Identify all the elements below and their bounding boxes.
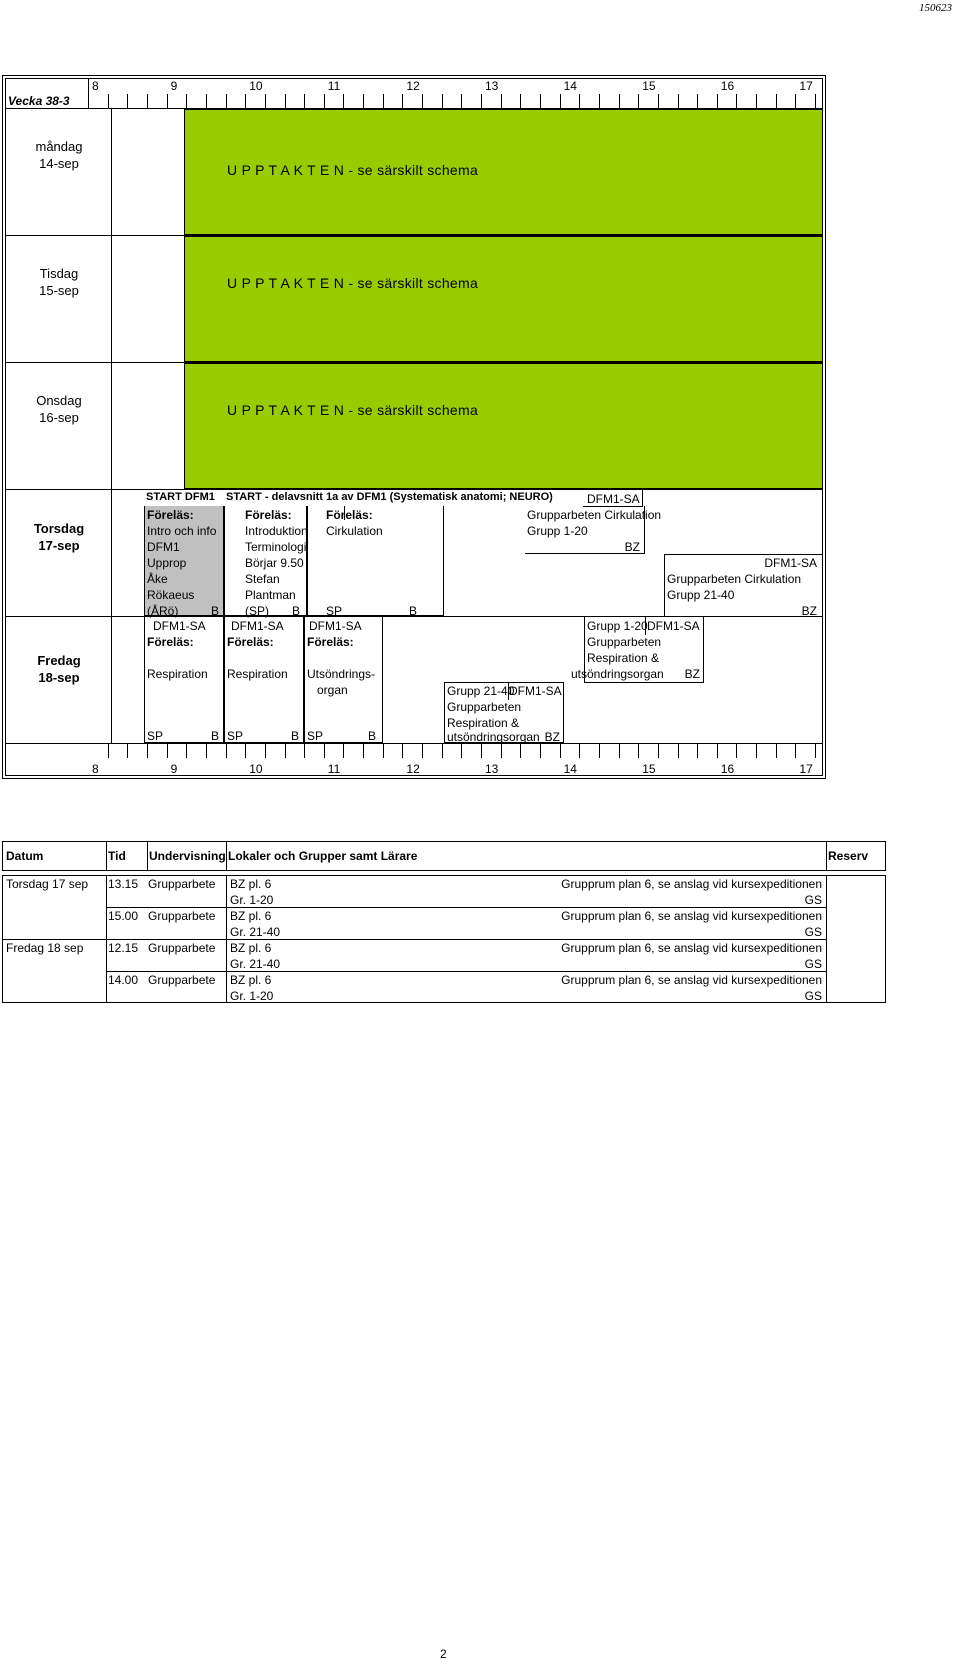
quarter-tick — [363, 744, 364, 758]
row-rum: Grupprum plan 6, se anslag vid kursexpeditionen — [561, 973, 822, 987]
hour-label: 8 — [92, 79, 99, 93]
row-lokal: BZ pl. 6 — [230, 973, 272, 987]
hour-tick — [402, 94, 403, 108]
quarter-tick — [186, 94, 187, 108]
quarter-tick — [736, 94, 737, 108]
col-divider — [826, 841, 827, 871]
quarter-tick — [147, 94, 148, 108]
quarter-tick — [815, 94, 816, 108]
quarter-tick — [501, 94, 502, 108]
hour-label: 10 — [249, 762, 263, 776]
quarter-tick — [343, 744, 344, 758]
quarter-tick — [304, 744, 305, 758]
quarter-tick — [226, 744, 227, 758]
week-label: Vecka 38-3 — [8, 94, 70, 108]
day-label-tuesday: Tisdag 15-sep — [39, 266, 79, 298]
row-undervisning: Grupparbete — [148, 973, 216, 987]
day-label-wednesday: Onsdag 16-sep — [36, 393, 82, 425]
quarter-tick — [206, 744, 207, 758]
hour-label: 12 — [406, 762, 420, 776]
col-divider — [226, 841, 227, 871]
col-header-datum: Datum — [6, 849, 44, 863]
row-lokal: BZ pl. 6 — [230, 941, 272, 955]
day-column-divider — [111, 108, 112, 743]
thu-tick — [344, 506, 345, 520]
quarter-tick — [599, 94, 600, 108]
quarter-tick — [697, 744, 698, 758]
thu-group-21-40: DFM1-SA Grupparbeten Cirkulation Grupp 21-40 BZ — [664, 554, 823, 616]
hour-tick — [795, 94, 796, 108]
quarter-tick — [285, 744, 286, 758]
quarter-tick — [520, 94, 521, 108]
quarter-tick — [599, 744, 600, 758]
upptakten-wednesday: U P P T A K T E N - se särskilt schema — [184, 363, 823, 489]
header-divider — [88, 78, 89, 108]
row-lokal: BZ pl. 6 — [230, 877, 272, 891]
quarter-tick — [697, 94, 698, 108]
col-divider — [147, 841, 148, 871]
day-label-monday: måndag 14-sep — [35, 139, 83, 171]
quarter-tick — [540, 94, 541, 108]
col-header-undervisning: Undervisning — [149, 849, 226, 863]
quarter-tick — [658, 94, 659, 108]
hour-label: 16 — [720, 762, 735, 776]
quarter-tick — [127, 94, 128, 108]
quarter-tick — [678, 94, 679, 108]
quarter-tick — [579, 94, 580, 108]
row-rum: Grupprum plan 6, se anslag vid kursexpeditionen — [561, 941, 822, 955]
quarter-tick — [619, 744, 620, 758]
dfm1-sa-tag-thu: DFM1-SA — [583, 490, 643, 507]
col-divider — [826, 875, 827, 1003]
hour-label: 11 — [327, 79, 341, 93]
page-number: 2 — [440, 1647, 447, 1661]
quarter-tick — [363, 94, 364, 108]
quarter-tick — [343, 94, 344, 108]
fri-g1-divider — [645, 617, 646, 635]
hour-tick — [638, 744, 639, 758]
hour-tick — [481, 744, 482, 758]
day-label-thursday: Torsdag 17-sep — [33, 521, 85, 553]
hour-label: 15 — [642, 762, 656, 776]
day-line — [5, 489, 823, 490]
hour-label: 14 — [563, 762, 577, 776]
quarter-tick — [285, 94, 286, 108]
quarter-tick — [579, 744, 580, 758]
col-header-lokaler: Lokaler och Grupper samt Lärare — [228, 849, 418, 863]
quarter-tick — [265, 94, 266, 108]
hour-tick — [795, 744, 796, 758]
quarter-tick — [776, 744, 777, 758]
document-id: 150623 — [919, 2, 952, 14]
row-date: Fredag 18 sep — [6, 941, 84, 955]
quarter-tick — [658, 744, 659, 758]
hour-tick — [638, 94, 639, 108]
hour-label: 9 — [170, 79, 178, 93]
quarter-tick — [678, 744, 679, 758]
upptakten-monday: U P P T A K T E N - se särskilt schema — [184, 109, 823, 235]
row-time: 15.00 — [108, 909, 139, 923]
row-date: Torsdag 17 sep — [6, 877, 89, 891]
hour-tick — [167, 744, 168, 758]
hour-label: 17 — [799, 79, 813, 93]
quarter-tick — [383, 744, 384, 758]
hour-tick — [324, 744, 325, 758]
quarter-tick — [304, 94, 305, 108]
row-grupp: Gr. 1-20 — [230, 989, 274, 1003]
quarter-tick — [736, 744, 737, 758]
quarter-tick — [186, 744, 187, 758]
hour-label: 13 — [485, 762, 499, 776]
start-delavsnitt: START - delavsnitt 1a av DFM1 (Systematisk anatomi; NEURO) — [226, 491, 553, 503]
hour-tick — [717, 94, 718, 108]
row-larare: GS — [804, 989, 822, 1003]
row-grupp: Gr. 1-20 — [230, 893, 274, 907]
hour-tick — [560, 94, 561, 108]
quarter-tick — [147, 744, 148, 758]
hour-tick — [324, 94, 325, 108]
fri-group-21-40: Grupp 21-40 DFM1-SA Grupparbeten Respiration & utsöndringsorgan BZ — [444, 682, 564, 743]
quarter-tick — [461, 94, 462, 108]
quarter-tick — [422, 744, 423, 758]
quarter-tick — [619, 94, 620, 108]
quarter-tick — [265, 744, 266, 758]
row-grupp: Gr. 21-40 — [230, 925, 281, 939]
start-dfm1: START DFM1 — [146, 491, 215, 503]
thu-lecture-cirkulation: Föreläs: Cirkulation SP B — [307, 506, 444, 616]
quarter-tick — [815, 744, 816, 758]
quarter-tick — [383, 94, 384, 108]
col-header-reserv: Reserv — [828, 849, 869, 863]
fri-lecture-respiration-2: DFM1-SA Föreläs: Respiration SP B — [224, 617, 304, 743]
hour-label: 10 — [249, 79, 263, 93]
quarter-tick — [442, 744, 443, 758]
upptakten-tuesday: U P P T A K T E N - se särskilt schema — [184, 236, 823, 362]
row-rum: Grupprum plan 6, se anslag vid kursexpeditionen — [561, 877, 822, 891]
thu-lecture-terminologi: Föreläs: Introduktion Terminologi Börjar 9.50 Stefan Plantman (SP) B — [224, 506, 307, 616]
row-grupp: Gr. 21-40 — [230, 957, 281, 971]
row-line — [106, 907, 826, 908]
col-divider — [106, 841, 107, 871]
hour-label: 12 — [406, 79, 420, 93]
fri-lecture-respiration-1: DFM1-SA Föreläs: Respiration SP B — [144, 617, 224, 743]
quarter-tick — [756, 94, 757, 108]
quarter-tick — [540, 744, 541, 758]
booking-table-header — [2, 841, 886, 871]
row-larare: GS — [804, 893, 822, 907]
hour-tick — [245, 94, 246, 108]
row-time: 13.15 — [108, 877, 139, 891]
quarter-tick — [108, 94, 109, 108]
quarter-tick — [461, 744, 462, 758]
row-larare: GS — [804, 925, 822, 939]
row-line — [2, 939, 826, 940]
fri-group-1-20: Grupp 1-20 DFM1-SA Grupparbeten Respiration & utsöndringsorgan BZ — [584, 617, 704, 683]
hour-label: 15 — [642, 79, 656, 93]
hour-tick — [717, 744, 718, 758]
row-undervisning: Grupparbete — [148, 877, 216, 891]
quarter-tick — [501, 744, 502, 758]
hour-label: 16 — [720, 79, 735, 93]
thu-group-1-20: Grupparbeten Cirkulation Grupp 1-20 BZ — [527, 508, 662, 554]
row-time: 14.00 — [108, 973, 139, 987]
quarter-tick — [108, 744, 109, 758]
row-undervisning: Grupparbete — [148, 941, 216, 955]
quarter-tick — [442, 94, 443, 108]
row-line — [106, 971, 826, 972]
day-label-friday: Fredag 18-sep — [37, 653, 81, 685]
hour-tick — [402, 744, 403, 758]
quarter-tick — [206, 94, 207, 108]
hour-label: 9 — [170, 762, 178, 776]
quarter-tick — [226, 94, 227, 108]
hour-tick — [481, 94, 482, 108]
quarter-tick — [422, 94, 423, 108]
hour-label: 11 — [327, 762, 341, 776]
row-rum: Grupprum plan 6, se anslag vid kursexpeditionen — [561, 909, 822, 923]
hour-tick — [560, 744, 561, 758]
fri-g2-divider — [508, 682, 509, 700]
hour-tick — [167, 94, 168, 108]
hour-label: 8 — [92, 762, 99, 776]
booking-table — [2, 841, 886, 1003]
quarter-tick — [127, 744, 128, 758]
col-header-tid: Tid — [108, 849, 126, 863]
hour-label: 14 — [563, 79, 577, 93]
hour-label: 13 — [485, 79, 499, 93]
row-undervisning: Grupparbete — [148, 909, 216, 923]
hour-tick — [245, 744, 246, 758]
row-time: 12.15 — [108, 941, 139, 955]
row-lokal: BZ pl. 6 — [230, 909, 272, 923]
quarter-tick — [520, 744, 521, 758]
row-larare: GS — [804, 957, 822, 971]
hour-label: 17 — [799, 762, 813, 776]
quarter-tick — [756, 744, 757, 758]
fri-lecture-utsondringsorgan: DFM1-SA Föreläs: Utsöndrings- organ SP B — [304, 617, 383, 743]
thu-lecture-intro: Föreläs: Intro och info DFM1 Upprop Åke Rökaeus (ÅRö) B — [144, 506, 224, 616]
quarter-tick — [776, 94, 777, 108]
